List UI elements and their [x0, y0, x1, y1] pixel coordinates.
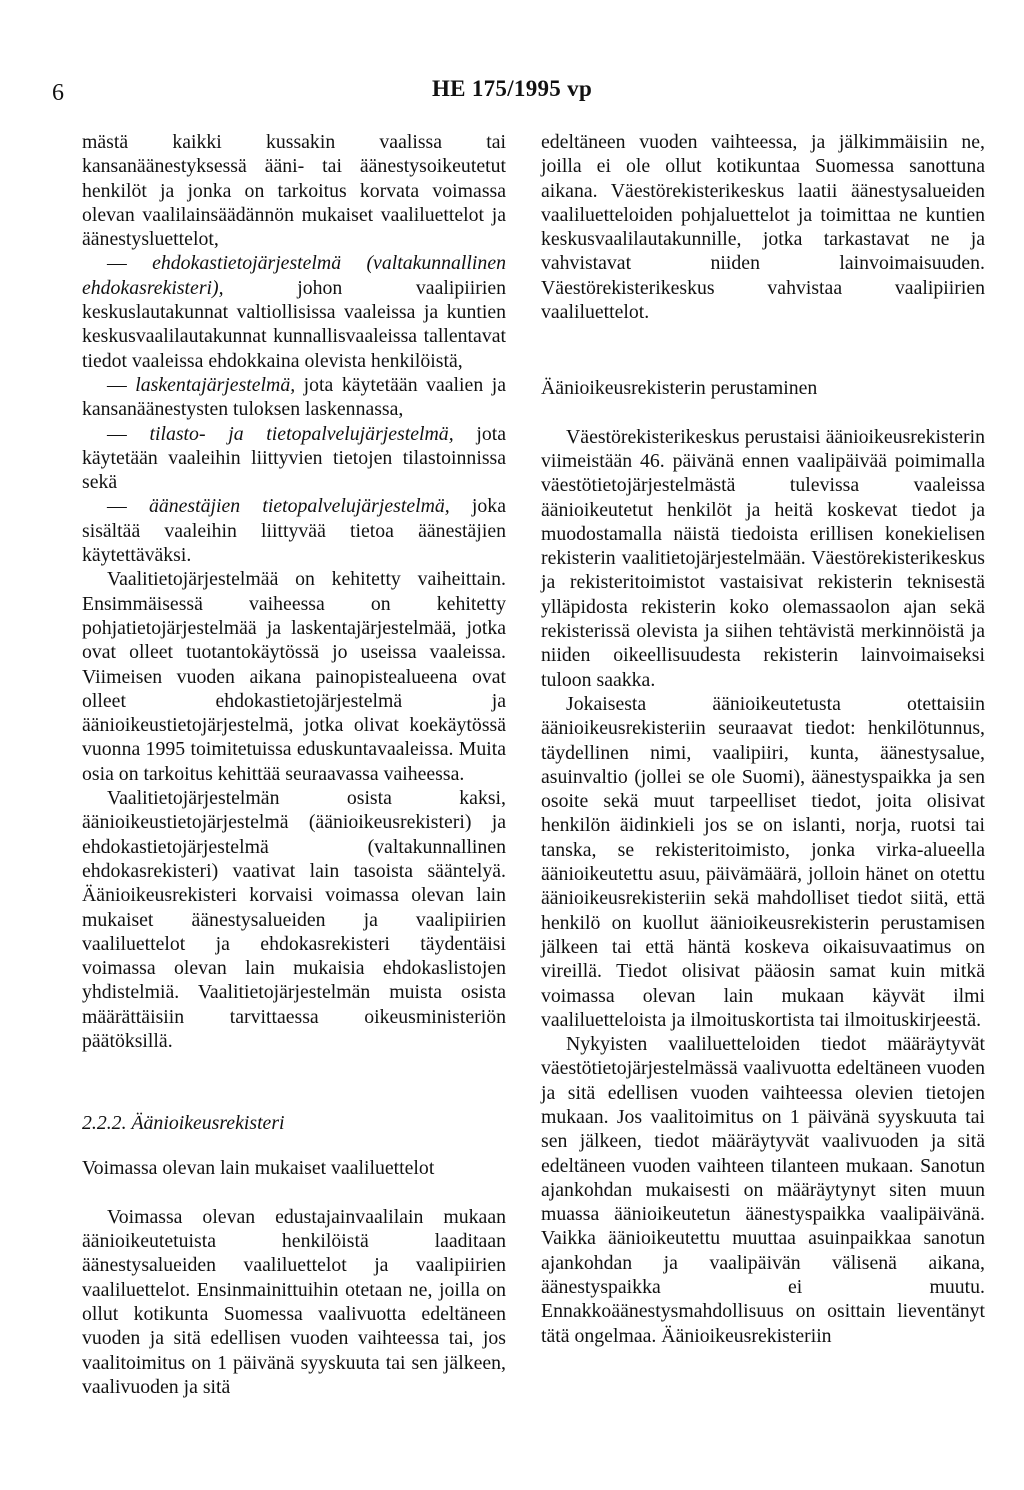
- page-header: HE 175/1995 vp: [431, 76, 593, 101]
- paragraph: Jokaisesta äänioikeutetusta otettaisiin äänioikeusrekisteriin seuraavat tiedot: henkilötunnus, täydellinen nimi, vaalipiiri, kunta, äänestysalue, asuinvaltio (jollei se ole Suomi), äänestyspaikka ja sen osoite sekä muut tarpeelliset tiedot, joita olisivat henkilön äidinkieli jos se on islanti, norja, ruotsi tai tanska, se rekisteritoimisto, jonka virka-alueella äänioikeutettu asuu, päivämäärä, jolloin hänet on otettu äänioikeusrekisteriin sekä mahdolliset tiedot siitä, että henkilö on kuollut äänioikeusrekisterin perustamisen jälkeen tai että häntä koskeva oikaisuvaatimus on vireillä. Tiedot olisivat pääosin samat kuin mitkä voimassa olevan lain mukaan käyvät ilmi vaaliluetteloista ja ilmoituskortista tai ilmoituskirjeestä.: [541, 692, 985, 1031]
- list-item: — tilasto- ja tietopalvelujärjestelmä, jota käytetään vaaleihin liittyvien tietojen tilastoinnissa sekä: [82, 422, 506, 494]
- list-item: — laskentajärjestelmä, jota käytetään vaalien ja kansanäänestysten tuloksen laskennassa,: [82, 373, 506, 421]
- section-heading: 2.2.2. Äänioikeusrekisteri: [82, 1112, 285, 1135]
- paragraph: Vaalitietojärjestelmän osista kaksi, äänioikeustietojärjestelmä (äänioikeusrekisteri) ja ehdokastietojärjestelmä (valtakunnallinen ehdokasrekisteri) vaativat lain tasoista sääntelyä. Äänioikeusrekisteri korvaisi voimassa olevan lain mukaiset äänestysalueiden ja vaalipiirien vaaliluettelot ja ehdokasrekisteri täydentäisi voimassa olevan lain mukaisia ehdokaslistojen yhdistelmiä. Vaalitietojärjestelmän muista osista määrättäisiin tarvittaessa oikeusministeriön päätöksillä.: [82, 787, 506, 1052]
- right-column: [541, 130, 985, 1348]
- paragraph: Voimassa olevan edustajainvaalilain mukaan äänioikeutetuista henkilöistä laaditaan äänestysalueiden vaaliluettelot ja vaalipiirien vaaliluettelot. Ensinmainittuihin otetaan ne, joilla on ollut kotikunta Suomessa vaalivuotta edeltäneen vuoden ja sitä edellisen vuoden vaihteessa tai, jos vaalitoimitus on 1 päivänä syyskuuta tai sen jälkeen, vaalivuoden ja sitä: [82, 1205, 506, 1398]
- paragraph: Vaalitietojärjestelmää on kehitetty vaiheittain. Ensimmäisessä vaiheessa on kehitetty pohjatietojärjestelmää ja laskentajärjestelmää, jotka ovat olleet tuotantokäytössä jo useissa vaaleissa. Viimeisen vuoden aikana painopistealueena ovat olleet ehdokastietojärjestelmä ja äänioikeustietojärjestelmä, jotka olivat koekäytössä vuonna 1995 toimitetuissa eduskuntavaaleissa. Muita osia on tarkoitus kehittää seuraavassa vaiheessa.: [82, 568, 506, 785]
- page-number: 6: [52, 80, 64, 106]
- paragraph: edeltäneen vuoden vaihteessa, ja jälkimmäisiin ne, joilla ei ole ollut kotikuntaa Suomessa sanottuna aikana. Väestörekisterikeskus laatii äänestysalueiden vaaliluetteloiden pohjaluettelot ja toimittaa ne kuntien keskusvaalilautakunnille, jotka tarkastavat ne ja vahvistavat niiden lainvoimaisuuden. Väestörekisterikeskus vahvistaa vaalipiirien vaaliluettelot.: [541, 131, 985, 324]
- subheading: Voimassa olevan lain mukaiset vaaliluettelot: [82, 1156, 435, 1179]
- list-item: — äänestäjien tietopalvelujärjestelmä, joka sisältää vaaleihin liittyvää tietoa äänestäjien käytettäväksi.: [82, 495, 506, 567]
- paragraph: Nykyisten vaaliluetteloiden tiedot määräytyvät väestötietojärjestelmässä vaalivuotta edeltäneen vuoden ja sitä edellisen vuoden vaihteessa olevien tietojen mukaan. Jos vaalitoimitus on 1 päivänä syyskuuta tai sen jälkeen, tiedot määräytyvät vaalivuoden ja sitä edeltäneen vuoden vaihteen tilanteen mukaan. Sanotun ajankohdan mukaisesti on määräytynyt siten muun muassa äänioikeutetun äänestyspaikka vaalipäivänä. Vaikka äänioikeutettu muuttaa asuinpaikkaa sanotun ajankohdan ja vaalipäivän välisenä aikana, äänestyspaikka ei muutu. Ennakkoäänestysmahdollisuus on osittain lieventänyt tätä ongelmaa. Äänioikeusrekisteriin: [541, 1033, 985, 1347]
- paragraph: Väestörekisterikeskus perustaisi äänioikeusrekisterin viimeistään 46. päivänä ennen vaalipäivää poimimalla väestötietojärjestelmästä tulevissa vaaleissa äänioikeutetut henkilöt ja heitä koskevat tiedot ja muodostamalla näistä tiedoista erillisen konekielisen rekisterin vaalitietojärjestelmään. Väestörekisterikeskus ja rekisteritoimistot vastaisivat rekisterin teknisestä ylläpidosta rekisterin koko olemassaolon ajan sekä rekisterissä olevista ja siihen tehtävistä merkinnöistä ja niiden oikeellisuudesta rekisterin lainvoimaiseksi tuloon saakka.: [541, 425, 985, 691]
- left-column: [82, 130, 506, 1399]
- paragraph: mästä kaikki kussakin vaalissa tai kansanäänestyksessä ääni- tai äänestysoikeutetut henkilöt ja jonka on tarkoitus korvata voimassa olevan vaalilainsäädännön mukaiset vaaliluettelot ja äänestysluettelot,: [82, 131, 506, 251]
- list-item: — ehdokastietojärjestelmä (valtakunnallinen ehdokasrekisteri), johon vaalipiirien keskuslautakunnat valtiollisissa vaaleissa ja kuntien keskusvaalilautakunnat kunnallisvaaleissa tallentavat tiedot vaaleissa ehdokkaina olevista henkilöistä,: [82, 252, 506, 372]
- subheading: Äänioikeusrekisterin perustaminen: [541, 377, 818, 400]
